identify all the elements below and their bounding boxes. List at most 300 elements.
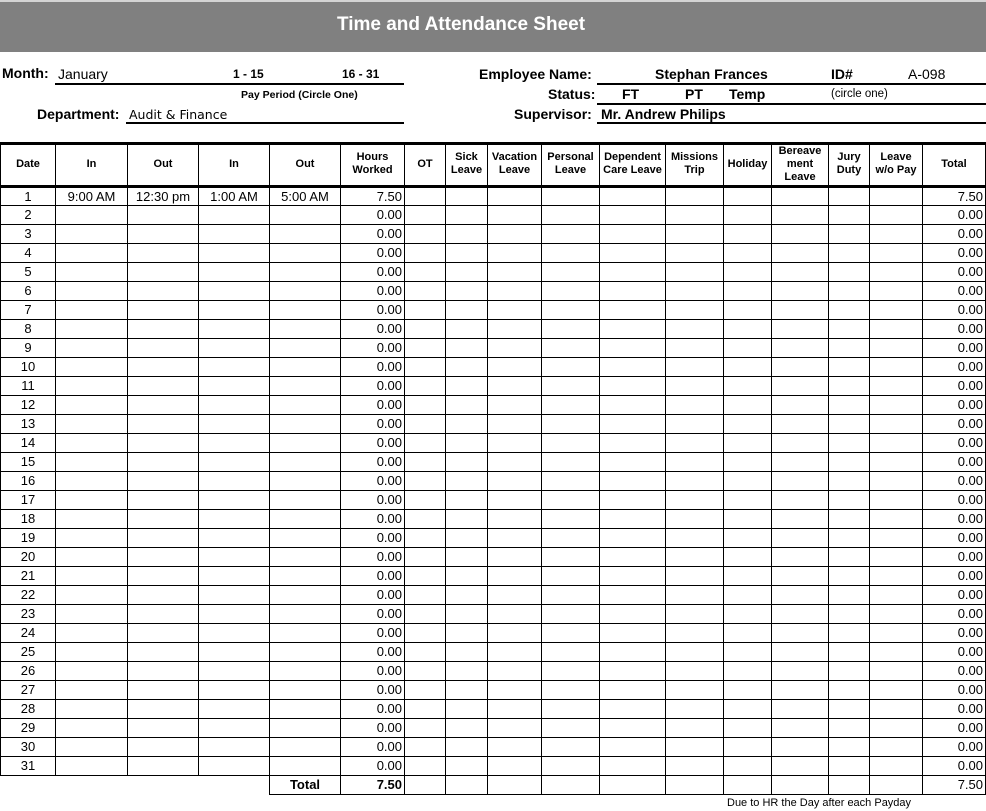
cell-ot[interactable] <box>405 357 446 376</box>
cell-dependent-care-leave[interactable] <box>600 243 666 262</box>
cell-vacation-leave[interactable] <box>488 395 542 414</box>
cell-vacation-leave[interactable] <box>488 623 542 642</box>
cell-date[interactable]: 8 <box>1 319 56 338</box>
cell-sick-leave[interactable] <box>446 718 488 737</box>
cell-sick-leave[interactable] <box>446 414 488 433</box>
cell-total[interactable]: 0.00 <box>923 243 986 262</box>
cell-bereavement-leave[interactable] <box>772 756 829 775</box>
cell-in-2[interactable] <box>199 718 270 737</box>
cell-out-2[interactable] <box>270 338 341 357</box>
cell-personal-leave[interactable] <box>542 737 600 756</box>
cell-missions-trip[interactable] <box>666 395 724 414</box>
cell-jury-duty[interactable] <box>829 243 870 262</box>
cell-jury-duty[interactable] <box>829 490 870 509</box>
cell-leave-without-pay[interactable] <box>870 566 923 585</box>
cell-in-1[interactable] <box>56 490 128 509</box>
cell-missions-trip[interactable] <box>666 376 724 395</box>
cell-bereavement-leave[interactable] <box>772 699 829 718</box>
cell-sick-leave[interactable] <box>446 205 488 224</box>
cell-date[interactable]: 29 <box>1 718 56 737</box>
cell-holiday[interactable] <box>724 699 772 718</box>
cell-in-1[interactable] <box>56 319 128 338</box>
cell-in-2[interactable] <box>199 319 270 338</box>
cell-leave-without-pay[interactable] <box>870 433 923 452</box>
cell-ot[interactable] <box>405 414 446 433</box>
cell-vacation-leave[interactable] <box>488 414 542 433</box>
cell-leave-without-pay[interactable] <box>870 604 923 623</box>
cell-missions-trip[interactable] <box>666 452 724 471</box>
cell-sick-leave[interactable] <box>446 737 488 756</box>
cell-dependent-care-leave[interactable] <box>600 414 666 433</box>
cell-vacation-leave[interactable] <box>488 452 542 471</box>
cell-out-1[interactable] <box>128 699 199 718</box>
cell-out-1[interactable] <box>128 376 199 395</box>
cell-ot[interactable] <box>405 699 446 718</box>
cell-out-2[interactable] <box>270 756 341 775</box>
cell-in-1[interactable] <box>56 737 128 756</box>
cell-hours-worked[interactable]: 0.00 <box>341 243 405 262</box>
cell-total[interactable]: 0.00 <box>923 433 986 452</box>
cell-jury-duty[interactable] <box>829 623 870 642</box>
cell-jury-duty[interactable] <box>829 433 870 452</box>
cell-hours-worked[interactable]: 0.00 <box>341 262 405 281</box>
cell-missions-trip[interactable] <box>666 243 724 262</box>
cell-leave-without-pay[interactable] <box>870 680 923 699</box>
cell-personal-leave[interactable] <box>542 186 600 205</box>
cell-missions-trip[interactable] <box>666 205 724 224</box>
cell-out-2[interactable] <box>270 395 341 414</box>
cell-jury-duty[interactable] <box>829 737 870 756</box>
cell-ot[interactable] <box>405 300 446 319</box>
cell-date[interactable]: 30 <box>1 737 56 756</box>
cell-date[interactable]: 28 <box>1 699 56 718</box>
cell-out-1[interactable] <box>128 737 199 756</box>
cell-out-2[interactable] <box>270 376 341 395</box>
cell-dependent-care-leave[interactable] <box>600 585 666 604</box>
cell-hours-worked[interactable]: 0.00 <box>341 661 405 680</box>
cell-out-2[interactable] <box>270 490 341 509</box>
cell-in-2[interactable] <box>199 262 270 281</box>
cell-personal-leave[interactable] <box>542 471 600 490</box>
cell-dependent-care-leave[interactable] <box>600 471 666 490</box>
cell-out-1[interactable] <box>128 243 199 262</box>
id-value[interactable]: A-098 <box>908 66 946 82</box>
cell-jury-duty[interactable] <box>829 509 870 528</box>
cell-leave-without-pay[interactable] <box>870 718 923 737</box>
cell-in-1[interactable] <box>56 699 128 718</box>
cell-jury-duty[interactable] <box>829 585 870 604</box>
cell-out-2[interactable] <box>270 528 341 547</box>
cell-bereavement-leave[interactable] <box>772 528 829 547</box>
cell-leave-without-pay[interactable] <box>870 395 923 414</box>
cell-leave-without-pay[interactable] <box>870 186 923 205</box>
cell-total[interactable]: 0.00 <box>923 623 986 642</box>
status-option-temp[interactable]: Temp <box>729 86 766 102</box>
cell-vacation-leave[interactable] <box>488 433 542 452</box>
cell-out-1[interactable] <box>128 433 199 452</box>
cell-bereavement-leave[interactable] <box>772 737 829 756</box>
cell-bereavement-leave[interactable] <box>772 186 829 205</box>
cell-jury-duty[interactable] <box>829 414 870 433</box>
cell-in-1[interactable] <box>56 756 128 775</box>
cell-jury-duty[interactable] <box>829 395 870 414</box>
cell-missions-trip[interactable] <box>666 623 724 642</box>
cell-sick-leave[interactable] <box>446 490 488 509</box>
cell-hours-worked[interactable]: 0.00 <box>341 718 405 737</box>
cell-vacation-leave[interactable] <box>488 490 542 509</box>
cell-in-1[interactable] <box>56 357 128 376</box>
cell-in-2[interactable] <box>199 414 270 433</box>
cell-bereavement-leave[interactable] <box>772 642 829 661</box>
cell-in-1[interactable] <box>56 604 128 623</box>
cell-out-1[interactable] <box>128 205 199 224</box>
cell-total[interactable]: 0.00 <box>923 338 986 357</box>
cell-total[interactable]: 0.00 <box>923 699 986 718</box>
cell-missions-trip[interactable] <box>666 737 724 756</box>
cell-total[interactable]: 0.00 <box>923 471 986 490</box>
cell-hours-worked[interactable]: 0.00 <box>341 756 405 775</box>
cell-sick-leave[interactable] <box>446 357 488 376</box>
cell-out-1[interactable] <box>128 300 199 319</box>
cell-in-2[interactable] <box>199 585 270 604</box>
cell-leave-without-pay[interactable] <box>870 205 923 224</box>
cell-vacation-leave[interactable] <box>488 756 542 775</box>
cell-dependent-care-leave[interactable] <box>600 262 666 281</box>
cell-out-2[interactable]: 5:00 AM <box>270 186 341 205</box>
cell-in-1[interactable] <box>56 471 128 490</box>
cell-out-1[interactable] <box>128 566 199 585</box>
cell-dependent-care-leave[interactable] <box>600 224 666 243</box>
cell-hours-worked[interactable]: 0.00 <box>341 300 405 319</box>
cell-personal-leave[interactable] <box>542 281 600 300</box>
cell-bereavement-leave[interactable] <box>772 604 829 623</box>
cell-total[interactable]: 0.00 <box>923 490 986 509</box>
supervisor-value[interactable]: Mr. Andrew Philips <box>601 106 726 122</box>
cell-ot[interactable] <box>405 509 446 528</box>
cell-personal-leave[interactable] <box>542 566 600 585</box>
cell-date[interactable]: 22 <box>1 585 56 604</box>
cell-ot[interactable] <box>405 547 446 566</box>
cell-bereavement-leave[interactable] <box>772 490 829 509</box>
cell-dependent-care-leave[interactable] <box>600 604 666 623</box>
cell-dependent-care-leave[interactable] <box>600 357 666 376</box>
cell-sick-leave[interactable] <box>446 376 488 395</box>
cell-personal-leave[interactable] <box>542 623 600 642</box>
cell-hours-worked[interactable]: 0.00 <box>341 414 405 433</box>
cell-bereavement-leave[interactable] <box>772 300 829 319</box>
cell-out-1[interactable] <box>128 718 199 737</box>
cell-vacation-leave[interactable] <box>488 338 542 357</box>
pay-period-option-1[interactable]: 1 - 15 <box>233 67 264 81</box>
cell-total[interactable]: 0.00 <box>923 718 986 737</box>
cell-dependent-care-leave[interactable] <box>600 566 666 585</box>
cell-dependent-care-leave[interactable] <box>600 376 666 395</box>
cell-missions-trip[interactable] <box>666 680 724 699</box>
cell-bereavement-leave[interactable] <box>772 224 829 243</box>
cell-jury-duty[interactable] <box>829 699 870 718</box>
cell-vacation-leave[interactable] <box>488 642 542 661</box>
cell-in-2[interactable] <box>199 281 270 300</box>
cell-dependent-care-leave[interactable] <box>600 528 666 547</box>
cell-hours-worked[interactable]: 0.00 <box>341 357 405 376</box>
cell-sick-leave[interactable] <box>446 528 488 547</box>
cell-ot[interactable] <box>405 604 446 623</box>
cell-out-2[interactable] <box>270 547 341 566</box>
cell-holiday[interactable] <box>724 642 772 661</box>
cell-personal-leave[interactable] <box>542 509 600 528</box>
cell-sick-leave[interactable] <box>446 300 488 319</box>
cell-out-2[interactable] <box>270 699 341 718</box>
cell-ot[interactable] <box>405 433 446 452</box>
cell-hours-worked[interactable]: 0.00 <box>341 319 405 338</box>
cell-dependent-care-leave[interactable] <box>600 680 666 699</box>
cell-missions-trip[interactable] <box>666 585 724 604</box>
cell-leave-without-pay[interactable] <box>870 281 923 300</box>
cell-sick-leave[interactable] <box>446 338 488 357</box>
cell-vacation-leave[interactable] <box>488 243 542 262</box>
cell-in-2[interactable] <box>199 699 270 718</box>
cell-hours-worked[interactable]: 0.00 <box>341 528 405 547</box>
cell-sick-leave[interactable] <box>446 661 488 680</box>
cell-holiday[interactable] <box>724 680 772 699</box>
cell-total[interactable]: 0.00 <box>923 528 986 547</box>
cell-vacation-leave[interactable] <box>488 205 542 224</box>
cell-holiday[interactable] <box>724 718 772 737</box>
cell-vacation-leave[interactable] <box>488 528 542 547</box>
cell-in-1[interactable] <box>56 623 128 642</box>
cell-leave-without-pay[interactable] <box>870 642 923 661</box>
cell-jury-duty[interactable] <box>829 205 870 224</box>
cell-date[interactable]: 15 <box>1 452 56 471</box>
cell-in-2[interactable] <box>199 471 270 490</box>
cell-vacation-leave[interactable] <box>488 281 542 300</box>
cell-in-2[interactable] <box>199 623 270 642</box>
cell-bereavement-leave[interactable] <box>772 243 829 262</box>
cell-ot[interactable] <box>405 680 446 699</box>
cell-date[interactable]: 13 <box>1 414 56 433</box>
cell-hours-worked[interactable]: 0.00 <box>341 585 405 604</box>
cell-hours-worked[interactable]: 0.00 <box>341 338 405 357</box>
cell-out-1[interactable] <box>128 642 199 661</box>
cell-bereavement-leave[interactable] <box>772 471 829 490</box>
cell-total[interactable]: 0.00 <box>923 509 986 528</box>
cell-jury-duty[interactable] <box>829 357 870 376</box>
cell-in-1[interactable] <box>56 452 128 471</box>
cell-out-1[interactable] <box>128 661 199 680</box>
cell-in-2[interactable] <box>199 300 270 319</box>
cell-leave-without-pay[interactable] <box>870 452 923 471</box>
cell-missions-trip[interactable] <box>666 224 724 243</box>
cell-out-1[interactable] <box>128 756 199 775</box>
cell-total[interactable]: 0.00 <box>923 414 986 433</box>
cell-date[interactable]: 11 <box>1 376 56 395</box>
cell-ot[interactable] <box>405 452 446 471</box>
cell-holiday[interactable] <box>724 376 772 395</box>
cell-holiday[interactable] <box>724 281 772 300</box>
cell-missions-trip[interactable] <box>666 661 724 680</box>
cell-dependent-care-leave[interactable] <box>600 509 666 528</box>
cell-dependent-care-leave[interactable] <box>600 756 666 775</box>
cell-in-2[interactable]: 1:00 AM <box>199 186 270 205</box>
cell-out-2[interactable] <box>270 623 341 642</box>
cell-in-2[interactable] <box>199 338 270 357</box>
cell-out-1[interactable] <box>128 547 199 566</box>
cell-total[interactable]: 0.00 <box>923 281 986 300</box>
cell-missions-trip[interactable] <box>666 699 724 718</box>
cell-holiday[interactable] <box>724 623 772 642</box>
cell-bereavement-leave[interactable] <box>772 376 829 395</box>
cell-ot[interactable] <box>405 528 446 547</box>
cell-missions-trip[interactable] <box>666 528 724 547</box>
cell-dependent-care-leave[interactable] <box>600 661 666 680</box>
cell-bereavement-leave[interactable] <box>772 452 829 471</box>
cell-in-1[interactable] <box>56 338 128 357</box>
cell-holiday[interactable] <box>724 414 772 433</box>
cell-out-2[interactable] <box>270 224 341 243</box>
cell-out-1[interactable] <box>128 262 199 281</box>
cell-in-2[interactable] <box>199 357 270 376</box>
cell-jury-duty[interactable] <box>829 718 870 737</box>
cell-in-1[interactable] <box>56 509 128 528</box>
cell-in-2[interactable] <box>199 547 270 566</box>
cell-in-1[interactable] <box>56 281 128 300</box>
cell-out-2[interactable] <box>270 452 341 471</box>
cell-in-1[interactable] <box>56 566 128 585</box>
cell-date[interactable]: 3 <box>1 224 56 243</box>
cell-in-1[interactable] <box>56 433 128 452</box>
cell-ot[interactable] <box>405 585 446 604</box>
cell-sick-leave[interactable] <box>446 680 488 699</box>
cell-personal-leave[interactable] <box>542 642 600 661</box>
cell-holiday[interactable] <box>724 585 772 604</box>
cell-missions-trip[interactable] <box>666 262 724 281</box>
cell-out-2[interactable] <box>270 642 341 661</box>
cell-in-1[interactable] <box>56 300 128 319</box>
cell-date[interactable]: 1 <box>1 186 56 205</box>
cell-in-2[interactable] <box>199 604 270 623</box>
cell-out-2[interactable] <box>270 205 341 224</box>
cell-leave-without-pay[interactable] <box>870 224 923 243</box>
cell-date[interactable]: 21 <box>1 566 56 585</box>
cell-holiday[interactable] <box>724 604 772 623</box>
cell-out-1[interactable] <box>128 357 199 376</box>
cell-leave-without-pay[interactable] <box>870 300 923 319</box>
cell-bereavement-leave[interactable] <box>772 433 829 452</box>
cell-dependent-care-leave[interactable] <box>600 642 666 661</box>
cell-vacation-leave[interactable] <box>488 661 542 680</box>
cell-dependent-care-leave[interactable] <box>600 623 666 642</box>
cell-hours-worked[interactable]: 0.00 <box>341 623 405 642</box>
cell-total[interactable]: 0.00 <box>923 205 986 224</box>
cell-missions-trip[interactable] <box>666 186 724 205</box>
cell-total[interactable]: 0.00 <box>923 756 986 775</box>
department-value[interactable]: Audit & Finance <box>129 107 228 122</box>
cell-out-2[interactable] <box>270 566 341 585</box>
cell-ot[interactable] <box>405 756 446 775</box>
cell-out-1[interactable] <box>128 604 199 623</box>
cell-dependent-care-leave[interactable] <box>600 433 666 452</box>
cell-sick-leave[interactable] <box>446 452 488 471</box>
cell-hours-worked[interactable]: 0.00 <box>341 433 405 452</box>
cell-date[interactable]: 4 <box>1 243 56 262</box>
cell-bereavement-leave[interactable] <box>772 680 829 699</box>
cell-hours-worked[interactable]: 0.00 <box>341 680 405 699</box>
cell-sick-leave[interactable] <box>446 433 488 452</box>
cell-in-2[interactable] <box>199 642 270 661</box>
cell-in-2[interactable] <box>199 376 270 395</box>
cell-hours-worked[interactable]: 0.00 <box>341 604 405 623</box>
cell-vacation-leave[interactable] <box>488 680 542 699</box>
cell-in-1[interactable] <box>56 243 128 262</box>
cell-total[interactable]: 0.00 <box>923 452 986 471</box>
cell-out-1[interactable] <box>128 528 199 547</box>
cell-bereavement-leave[interactable] <box>772 395 829 414</box>
cell-in-2[interactable] <box>199 509 270 528</box>
cell-in-2[interactable] <box>199 528 270 547</box>
month-value[interactable]: January <box>58 66 108 82</box>
cell-vacation-leave[interactable] <box>488 585 542 604</box>
cell-hours-worked[interactable]: 0.00 <box>341 395 405 414</box>
cell-out-1[interactable] <box>128 338 199 357</box>
cell-dependent-care-leave[interactable] <box>600 737 666 756</box>
cell-vacation-leave[interactable] <box>488 224 542 243</box>
cell-dependent-care-leave[interactable] <box>600 186 666 205</box>
cell-missions-trip[interactable] <box>666 604 724 623</box>
cell-in-2[interactable] <box>199 395 270 414</box>
cell-ot[interactable] <box>405 718 446 737</box>
cell-missions-trip[interactable] <box>666 338 724 357</box>
cell-missions-trip[interactable] <box>666 718 724 737</box>
cell-total[interactable]: 0.00 <box>923 604 986 623</box>
cell-hours-worked[interactable]: 0.00 <box>341 547 405 566</box>
cell-date[interactable]: 18 <box>1 509 56 528</box>
cell-jury-duty[interactable] <box>829 604 870 623</box>
cell-total[interactable]: 0.00 <box>923 680 986 699</box>
cell-jury-duty[interactable] <box>829 262 870 281</box>
cell-sick-leave[interactable] <box>446 319 488 338</box>
cell-leave-without-pay[interactable] <box>870 414 923 433</box>
cell-total[interactable]: 0.00 <box>923 585 986 604</box>
cell-in-1[interactable] <box>56 376 128 395</box>
cell-leave-without-pay[interactable] <box>870 528 923 547</box>
cell-total[interactable]: 7.50 <box>923 186 986 205</box>
cell-holiday[interactable] <box>724 661 772 680</box>
cell-personal-leave[interactable] <box>542 452 600 471</box>
cell-personal-leave[interactable] <box>542 300 600 319</box>
cell-out-2[interactable] <box>270 319 341 338</box>
cell-date[interactable]: 6 <box>1 281 56 300</box>
cell-in-2[interactable] <box>199 452 270 471</box>
cell-sick-leave[interactable] <box>446 395 488 414</box>
cell-leave-without-pay[interactable] <box>870 376 923 395</box>
cell-dependent-care-leave[interactable] <box>600 452 666 471</box>
cell-bereavement-leave[interactable] <box>772 566 829 585</box>
cell-holiday[interactable] <box>724 547 772 566</box>
cell-personal-leave[interactable] <box>542 395 600 414</box>
cell-missions-trip[interactable] <box>666 566 724 585</box>
cell-missions-trip[interactable] <box>666 357 724 376</box>
cell-dependent-care-leave[interactable] <box>600 338 666 357</box>
cell-personal-leave[interactable] <box>542 699 600 718</box>
cell-in-1[interactable] <box>56 205 128 224</box>
cell-hours-worked[interactable]: 0.00 <box>341 376 405 395</box>
cell-out-1[interactable] <box>128 319 199 338</box>
cell-in-2[interactable] <box>199 756 270 775</box>
cell-total[interactable]: 0.00 <box>923 300 986 319</box>
cell-holiday[interactable] <box>724 566 772 585</box>
cell-leave-without-pay[interactable] <box>870 585 923 604</box>
cell-jury-duty[interactable] <box>829 300 870 319</box>
